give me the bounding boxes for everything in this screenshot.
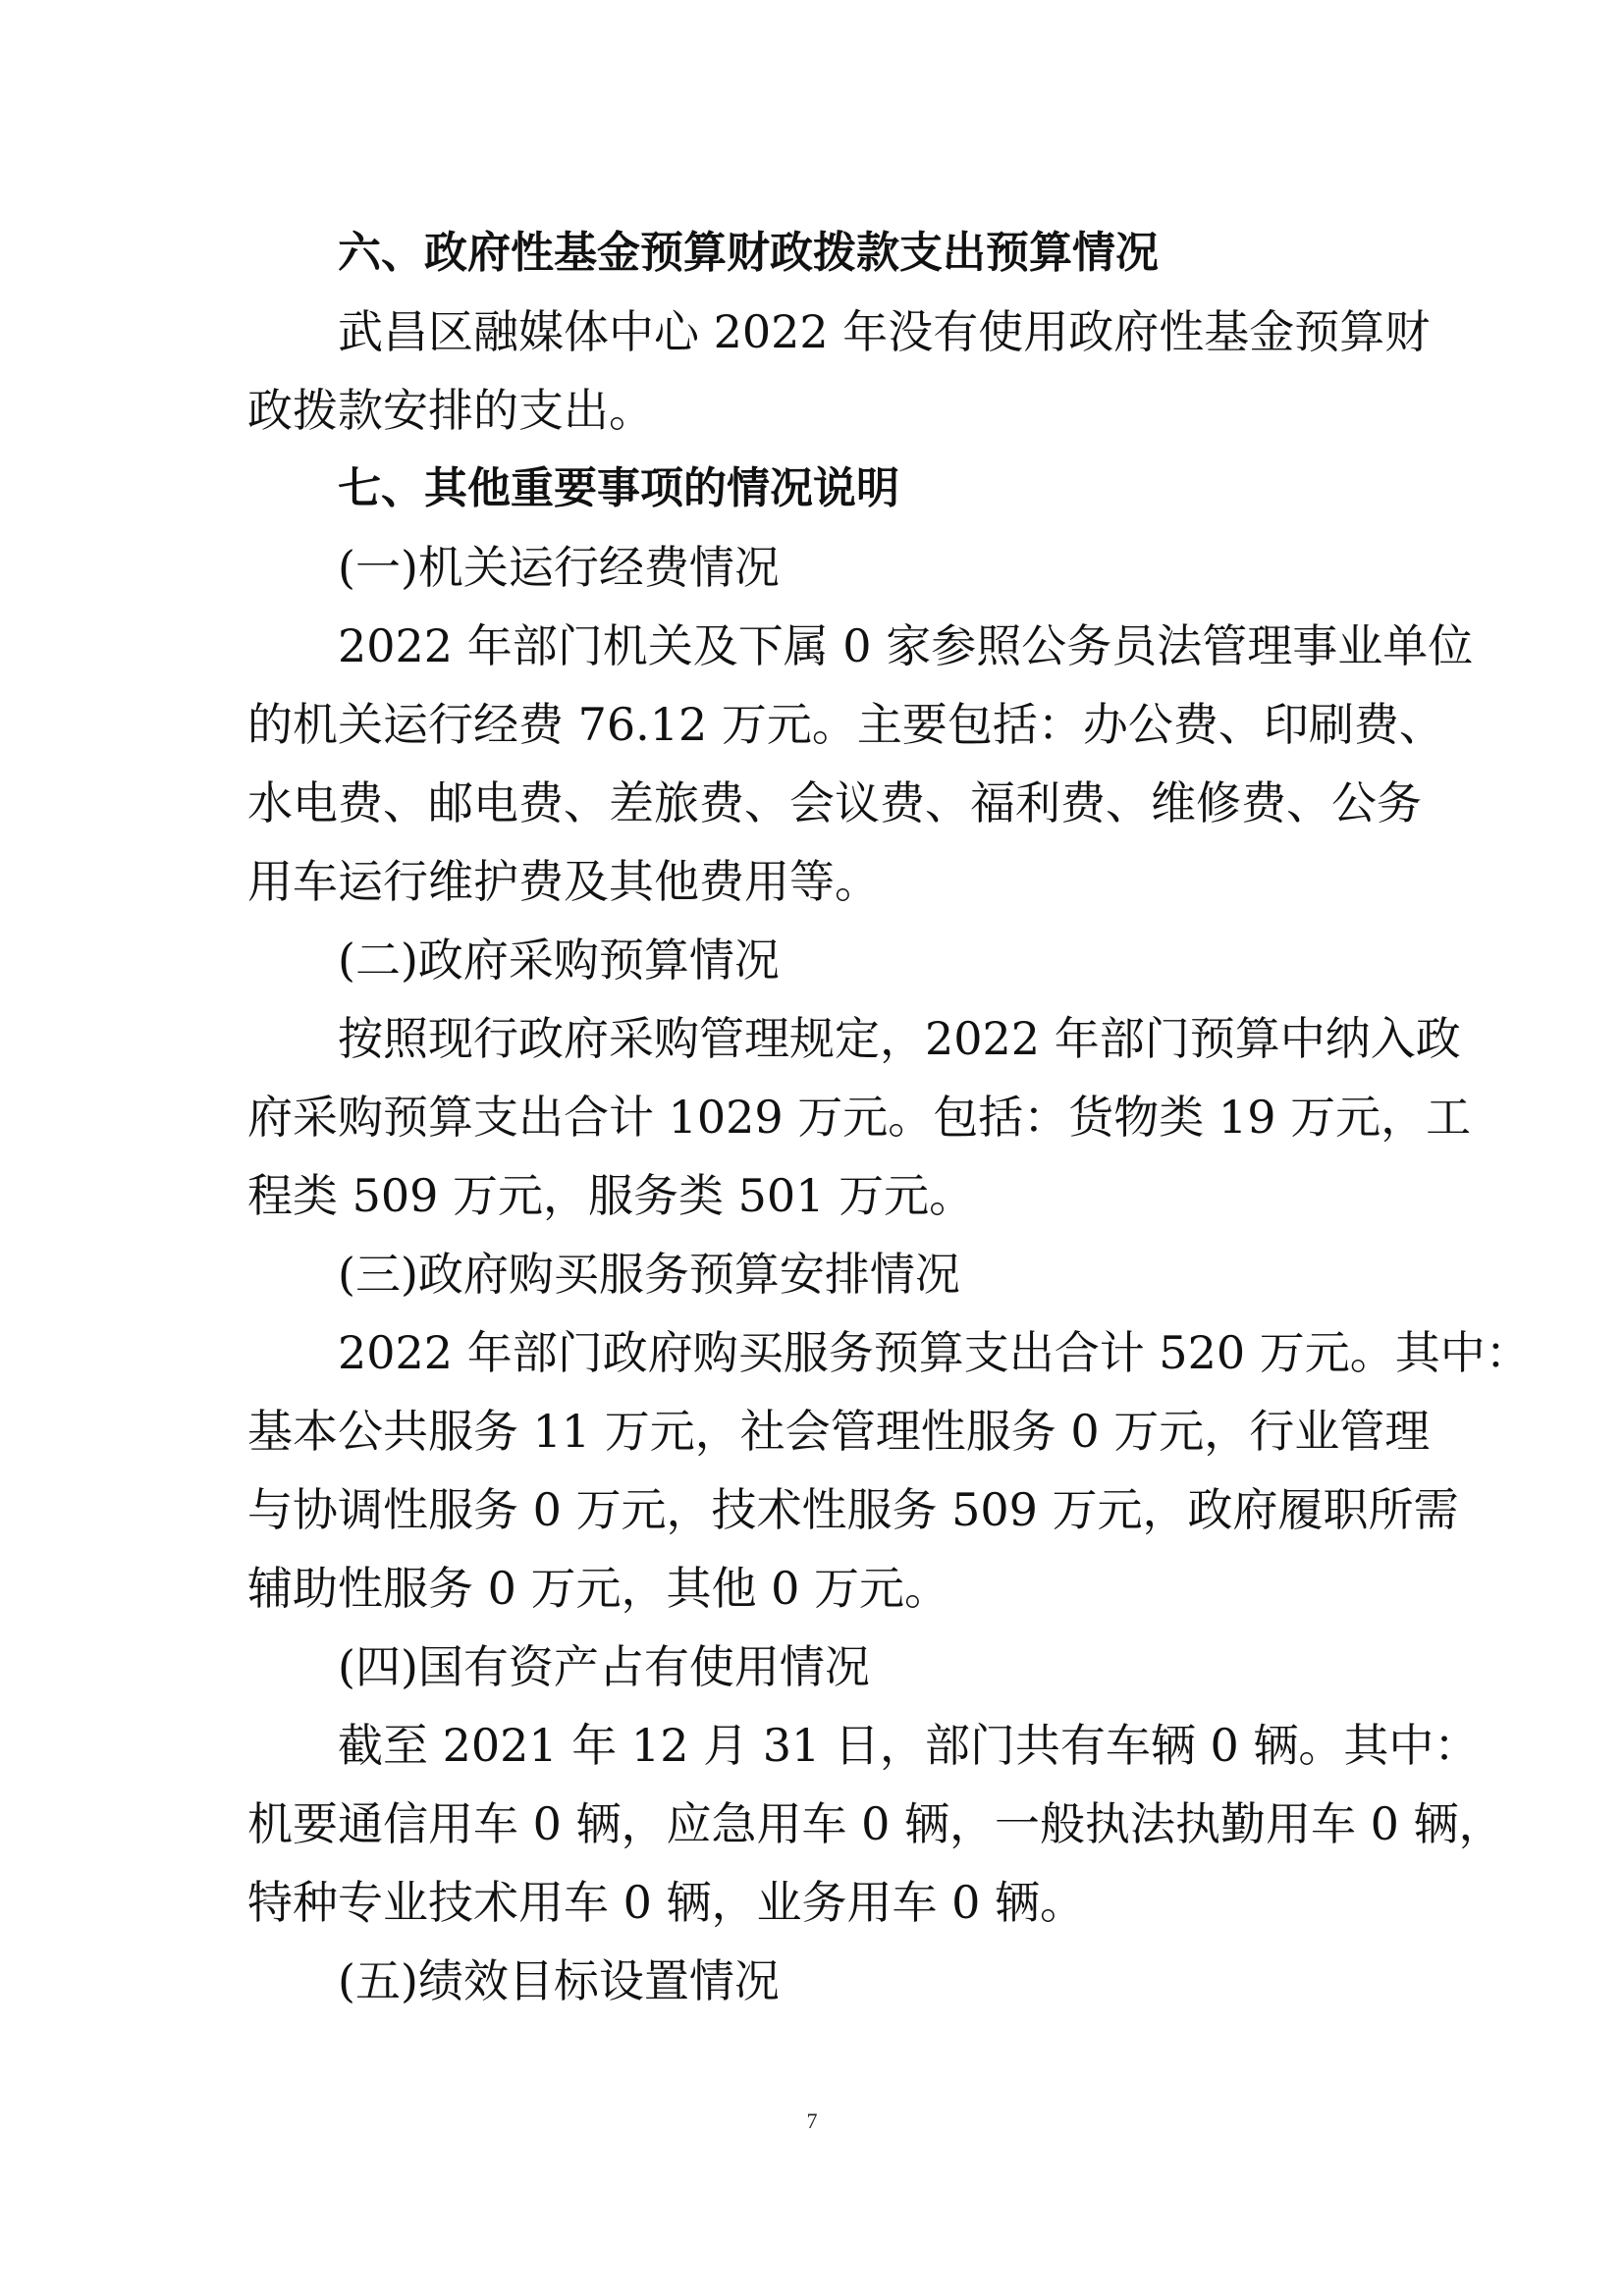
subsection-heading-3: (三)政府购买服务预算安排情况 — [338, 1248, 960, 1301]
section-heading-7: 七、其他重要事项的情况说明 — [338, 463, 899, 513]
paragraph-line: 水电费、邮电费、差旅费、会议费、福利费、维修费、公务 — [247, 776, 1422, 829]
paragraph-line: 按照现行政府采购管理规定，2022 年部门预算中纳入政 — [338, 1012, 1461, 1065]
subsection-heading-5: (五)绩效目标设置情况 — [338, 1954, 780, 2007]
subsection-heading-1: (一)机关运行经费情况 — [338, 541, 780, 594]
paragraph-line: 用车运行维护费及其他费用等。 — [247, 855, 880, 908]
paragraph-line: 基本公共服务 11 万元，社会管理性服务 0 万元，行业管理 — [247, 1405, 1431, 1458]
paragraph-line: 机要通信用车 0 辆，应急用车 0 辆，一般执法执勤用车 0 辆， — [247, 1797, 1504, 1850]
paragraph-line: 程类 509 万元，服务类 501 万元。 — [247, 1169, 975, 1222]
paragraph-line: 政拨款安排的支出。 — [247, 384, 654, 437]
paragraph-line: 特种专业技术用车 0 辆，业务用车 0 辆。 — [247, 1876, 1086, 1929]
paragraph-line: 与协调性服务 0 万元，技术性服务 509 万元，政府履职所需 — [247, 1483, 1459, 1536]
paragraph-line: 截至 2021 年 12 月 31 日，部门共有车辆 0 辆。其中： — [338, 1719, 1480, 1772]
paragraph-line: 武昌区融媒体中心 2022 年没有使用政府性基金预算财 — [338, 305, 1431, 358]
paragraph-line: 的机关运行经费 76.12 万元。主要包括：办公费、印刷费、 — [247, 698, 1444, 751]
page-number: 7 — [806, 2109, 818, 2133]
paragraph-line: 府采购预算支出合计 1029 万元。包括：货物类 19 万元，工 — [247, 1091, 1472, 1144]
paragraph-line: 2022 年部门政府购买服务预算支出合计 520 万元。其中： — [338, 1326, 1531, 1379]
paragraph-line: 2022 年部门机关及下属 0 家参照公务员法管理事业单位 — [338, 619, 1474, 672]
subsection-heading-2: (二)政府采购预算情况 — [338, 934, 780, 987]
subsection-heading-4: (四)国有资产占有使用情况 — [338, 1640, 870, 1693]
section-heading-6: 六、政府性基金预算财政拨款支出预算情况 — [338, 228, 1159, 278]
paragraph-line: 辅助性服务 0 万元，其他 0 万元。 — [247, 1562, 950, 1615]
